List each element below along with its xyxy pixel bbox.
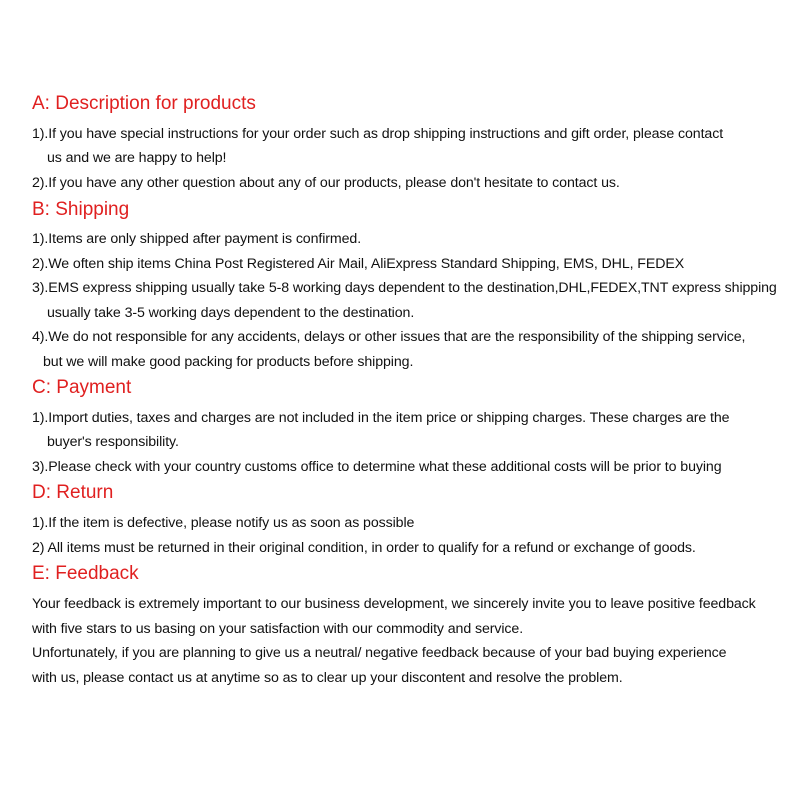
section-heading-shipping: B: Shipping xyxy=(32,199,130,220)
section-heading-feedback: E: Feedback xyxy=(32,563,139,584)
shipping-line-2: 2).We often ship items China Post Registered Air Mail, AliExpress Standard Shipping, EMS, DHL, FEDEX xyxy=(32,256,685,272)
shipping-line-6: but we will make good packing for products before shipping. xyxy=(43,354,414,370)
feedback-line-4: with us, please contact us at anytime so as to clear up your discontent and resolve the problem. xyxy=(32,670,623,686)
return-line-2: 2) All items must be returned in their original condition, in order to qualify for a refund or exchange of goods. xyxy=(32,540,696,556)
feedback-line-1: Your feedback is extremely important to our business development, we sincerely invite you to leave positive feedback xyxy=(32,596,756,612)
shipping-line-5: 4).We do not responsible for any accidents, delays or other issues that are the responsibility of the shipping service, xyxy=(32,329,746,345)
section-heading-return: D: Return xyxy=(32,482,114,503)
description-line-1: 1).If you have special instructions for your order such as drop shipping instructions and gift order, please contact xyxy=(32,126,724,142)
payment-line-2: buyer's responsibility. xyxy=(47,434,179,450)
feedback-line-3: Unfortunately, if you are planning to give us a neutral/ negative feedback because of your bad buying experience xyxy=(32,645,727,661)
shipping-line-1: 1).Items are only shipped after payment is confirmed. xyxy=(32,231,362,247)
payment-line-3: 3).Please check with your country customs office to determine what these additional costs will be prior to buying xyxy=(32,459,722,475)
payment-line-1: 1).Import duties, taxes and charges are not included in the item price or shipping charges. These charges are the xyxy=(32,410,730,426)
shipping-line-3: 3).EMS express shipping usually take 5-8 working days dependent to the destination,DHL,FEDEX,TNT express shipping xyxy=(32,280,777,296)
section-heading-description: A: Description for products xyxy=(32,93,256,114)
return-line-1: 1).If the item is defective, please notify us as soon as possible xyxy=(32,515,415,531)
feedback-line-2: with five stars to us basing on your satisfaction with our commodity and service. xyxy=(32,621,524,637)
description-line-3: 2).If you have any other question about any of our products, please don't hesitate to contact us. xyxy=(32,175,620,191)
shipping-line-4: usually take 3-5 working days dependent to the destination. xyxy=(47,305,415,321)
section-heading-payment: C: Payment xyxy=(32,377,132,398)
description-line-2: us and we are happy to help! xyxy=(47,150,227,166)
